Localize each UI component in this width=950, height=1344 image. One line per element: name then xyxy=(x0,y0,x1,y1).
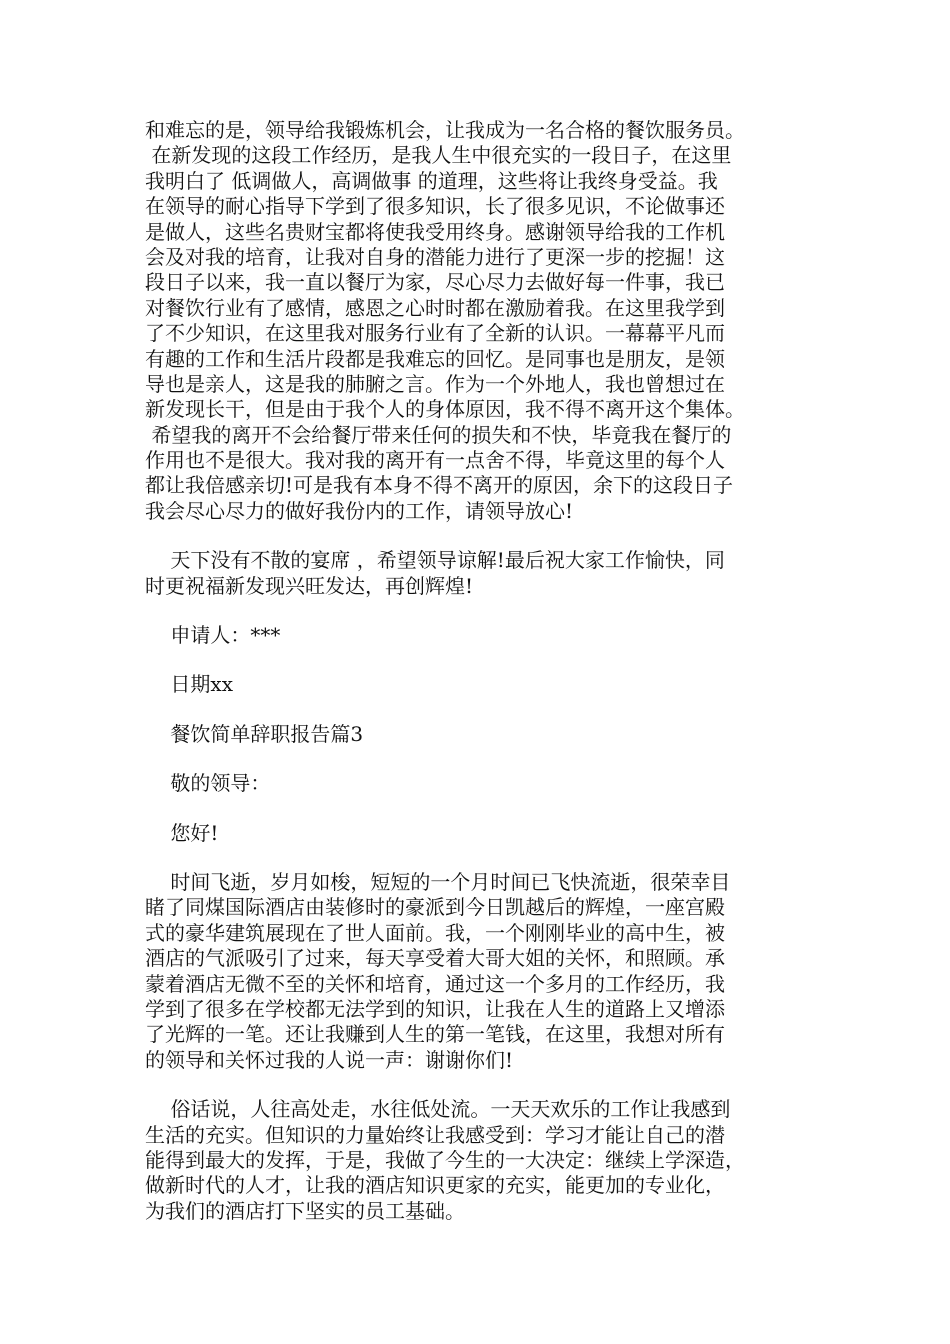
paragraph-gap xyxy=(145,797,815,821)
document-body xyxy=(145,118,815,1224)
text-line: 我明白了 低调做人，高调做事 的道理，这些将让我终身受益。我 xyxy=(145,168,718,193)
text-line: 希望我的离开不会给餐厅带来任何的损失和不快，毕竟我在餐厅的 xyxy=(145,422,732,447)
text-line: 我会尽心尽力的做好我份内的工作，请领导放心! xyxy=(145,498,574,523)
text-line: 的领导和关怀过我的人说一声：谢谢你们! xyxy=(145,1047,514,1072)
text-line: 式的豪华建筑展现在了世人面前。我，一个刚刚毕业的高中生，被 xyxy=(145,920,725,945)
paragraph-gap xyxy=(145,747,815,771)
section-title: 餐饮简单辞职报告篇3 xyxy=(145,721,364,746)
applicant-line: 申请人：*** xyxy=(145,623,281,648)
date-line: 日期xx xyxy=(145,672,233,697)
text-line: 了光辉的一笔。还让我赚到人生的第一笔钱，在这里，我想对所有 xyxy=(145,1022,725,1047)
text-line: 会及对我的培育，让我对自身的潜能力进行了更深一步的挖掘！这 xyxy=(145,244,725,269)
greeting-line: 您好! xyxy=(145,820,219,845)
paragraph-gap xyxy=(145,1073,815,1097)
paragraph-farewell xyxy=(145,548,815,599)
paragraph-decision xyxy=(145,1097,815,1224)
text-line: 酒店的气派吸引了过来，每天享受着大哥大姐的关怀，和照顾。承 xyxy=(145,946,725,971)
text-line: 都让我倍感亲切!可是我有本身不得不离开的原因，余下的这段日子 xyxy=(145,473,734,498)
text-line: 导也是亲人，这是我的肺腑之言。作为一个外地人，我也曾想过在 xyxy=(145,371,725,396)
salutation-line: 敬的领导： xyxy=(145,771,271,796)
paragraph-gap xyxy=(145,846,815,870)
text-line: 有趣的工作和生活片段都是我难忘的回忆。是同事也是朋友，是领 xyxy=(145,346,725,371)
paragraph-gap xyxy=(145,648,815,672)
text-line: 段日子以来，我一直以餐厅为家，尽心尽力去做好每一件事，我已 xyxy=(145,270,725,295)
text-line: 睹了同煤国际酒店由装修时的豪派到今日凯越后的辉煌，一座宫殿 xyxy=(145,895,725,920)
paragraph-gratitude xyxy=(145,118,815,524)
text-line: 在领导的耐心指导下学到了很多知识，长了很多见识，不论做事还 xyxy=(145,194,725,219)
text-line: 新发现长干，但是由于我个人的身体原因，我不得不离开这个集体。 xyxy=(145,397,745,422)
text-line: 俗话说，人往高处走，水往低处流。一天天欢乐的工作让我感到 xyxy=(145,1097,731,1122)
text-line: 了不少知识，在这里我对服务行业有了全新的认识。一幕幕平凡而 xyxy=(145,321,725,346)
text-line: 时间飞逝，岁月如梭，短短的一个月时间已飞快流逝，很荣幸目 xyxy=(145,869,731,894)
paragraph-gap xyxy=(145,698,815,722)
text-line: 对餐饮行业有了感情，感恩之心时时都在激励着我。在这里我学到 xyxy=(145,295,725,320)
text-line: 能得到最大的发挥，于是，我做了今生的一大决定：继续上学深造， xyxy=(145,1147,745,1172)
paragraph-gap xyxy=(145,524,815,548)
text-line: 为我们的酒店打下坚实的员工基础。 xyxy=(145,1198,465,1223)
text-line: 天下没有不散的宴席 ，希望领导谅解!最后祝大家工作愉快，同 xyxy=(145,548,725,573)
text-line: 蒙着酒店无微不至的关怀和培育，通过这一个多月的工作经历，我 xyxy=(145,971,725,996)
text-line: 学到了很多在学校都无法学到的知识，让我在人生的道路上又增添 xyxy=(145,996,725,1021)
text-line: 作用也不是很大。我对我的离开有一点舍不得，毕竟这里的每个人 xyxy=(145,448,725,473)
paragraph-gap xyxy=(145,599,815,623)
text-line: 是做人，这些名贵财宝都将使我受用终身。感谢领导给我的工作机 xyxy=(145,219,725,244)
text-line: 做新时代的人才，让我的酒店知识更家的充实，能更加的专业化， xyxy=(145,1173,725,1198)
text-line: 在新发现的这段工作经历，是我人生中很充实的一段日子，在这里 xyxy=(145,143,732,168)
paragraph-experience xyxy=(145,870,815,1073)
text-line: 时更祝福新发现兴旺发达，再创辉煌! xyxy=(145,573,474,598)
text-line: 生活的充实。但知识的力量始终让我感受到：学习才能让自己的潜 xyxy=(145,1122,725,1147)
text-line: 和难忘的是，领导给我锻炼机会，让我成为一名合格的餐饮服务员。 xyxy=(145,118,745,142)
